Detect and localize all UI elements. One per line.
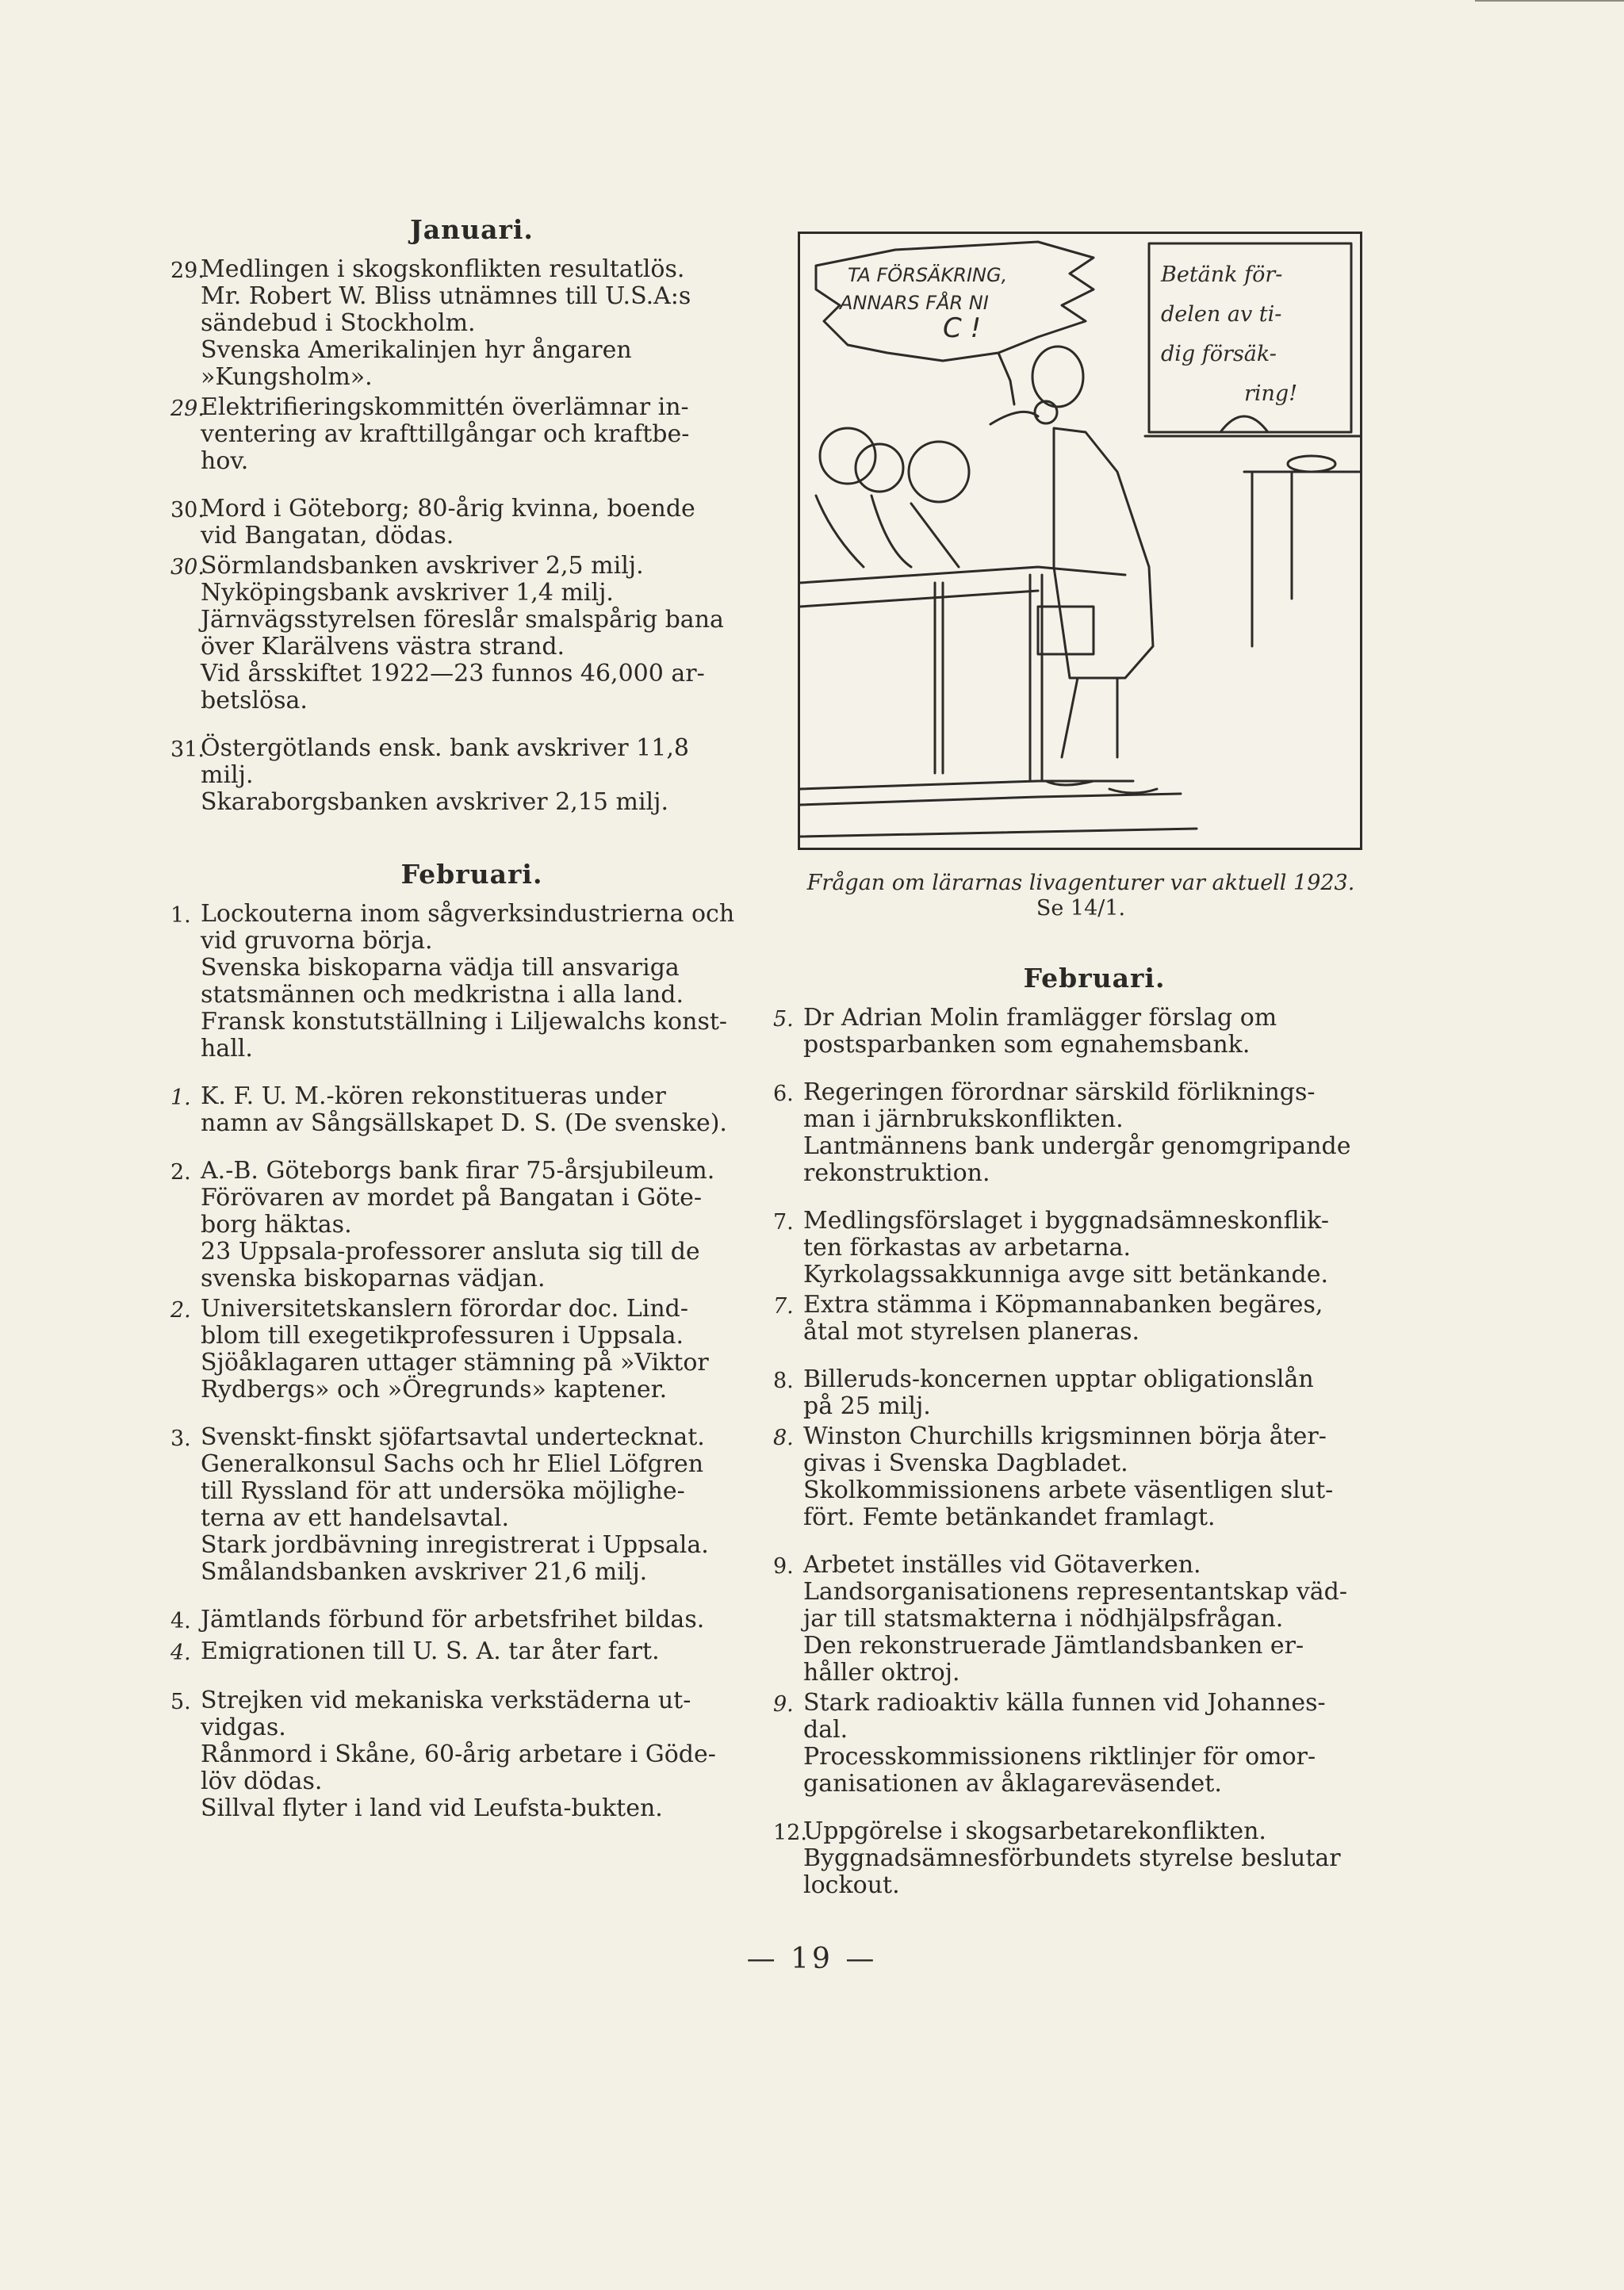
entry-line: blom till exegetikprofessuren i Uppsala.: [201, 1322, 684, 1350]
entry-text: [201, 394, 741, 475]
entry-date: 5.: [773, 1007, 794, 1032]
entry-date: 2.: [170, 1160, 191, 1185]
entry-line: Lockouterna inom sågverksindustrierna och: [201, 900, 735, 928]
entry-line: Extra stämma i Köpmannabanken begäres,: [803, 1291, 1323, 1319]
entry-text: [803, 1079, 1384, 1187]
dated-entry: [773, 1423, 1384, 1531]
entry-line: Stark jordbävning inregistrerat i Uppsala.: [201, 1531, 709, 1559]
entry-line: Skaraborgsbanken avskriver 2,15 milj.: [201, 788, 668, 816]
entry-line: A.-B. Göteborgs bank firar 75-årsjubileum.: [201, 1157, 715, 1185]
entry-line: namn av Sångsällskapet D. S. (De svenske).: [201, 1109, 727, 1137]
entry-line: Rydbergs» och »Öregrunds» kaptener.: [201, 1376, 668, 1403]
entry-line: Fransk konstutställning i Liljewalchs konst-: [201, 1008, 728, 1036]
entry-line: Nyköpingsbank avskriver 1,4 milj.: [201, 579, 614, 607]
entry-line: 23 Uppsala-professorer ansluta sig till de: [201, 1238, 700, 1266]
entry-date: 30.: [170, 498, 205, 523]
entry-line: på 25 milj.: [803, 1392, 931, 1420]
entry-line: Sjöåklagaren uttager stämning på »Viktor: [201, 1349, 709, 1377]
entry-line: Winston Churchills krigsminnen börja åter-: [803, 1423, 1327, 1450]
entry-line: Medlingen i skogskonflikten resultatlös.: [201, 255, 685, 283]
entry-line: ganisationen av åklagareväsendet.: [803, 1770, 1222, 1798]
entry-line: hov.: [201, 447, 249, 475]
entry-line: ventering av krafttillgångar och kraftbe-: [201, 420, 690, 448]
entry-line: sändebud i Stockholm.: [201, 309, 476, 337]
entry-text: [201, 1638, 741, 1667]
teacher-coat: [1054, 428, 1153, 678]
february-entries-left: [170, 901, 741, 1822]
entry-date: 4.: [170, 1609, 191, 1633]
entry-line: Processkommissionens riktlinjer för omor-: [803, 1743, 1316, 1771]
entry-date: 7.: [773, 1294, 794, 1319]
february-heading-right: Februari.: [1023, 963, 1166, 994]
entry-line: borg häktas.: [201, 1211, 352, 1239]
entry-date: 29.: [170, 396, 205, 421]
dated-entry: [170, 1424, 741, 1586]
entry-text: [201, 496, 741, 550]
entry-line: dal.: [803, 1716, 848, 1744]
entry-line: Strejken vid mekaniska verkstäderna ut-: [201, 1687, 691, 1714]
entry-date: 1.: [170, 1086, 191, 1110]
dated-entry: [773, 1690, 1384, 1798]
entry-line: Järnvägsstyrelsen föreslår smalspårig bana: [201, 606, 724, 634]
dated-entry: [170, 901, 741, 1063]
entry-line: ten förkastas av arbetarna.: [803, 1234, 1132, 1262]
entry-line: Vid årsskiftet 1922—23 funnos 46,000 ar-: [201, 660, 705, 687]
entry-text: [201, 256, 741, 391]
entry-text: [803, 1818, 1384, 1899]
child-head-3: [909, 442, 969, 502]
entry-text: [201, 1606, 741, 1635]
entry-line: Förövaren av mordet på Bangatan i Göte-: [201, 1184, 703, 1212]
teacher-head: [1032, 347, 1083, 407]
entry-line: Elektrifieringskommittén överlämnar in-: [201, 393, 689, 421]
dated-entry: [170, 496, 741, 550]
entry-line: Östergötlands ensk. bank avskriver 11,8: [201, 734, 689, 762]
caption-line-1: Frågan om lärarnas livagenturer var aktuell 1923.: [806, 871, 1355, 895]
entry-line: man i järnbrukskonflikten.: [803, 1105, 1124, 1133]
entry-line: svenska biskoparnas vädjan.: [201, 1265, 546, 1292]
entry-text: [201, 553, 741, 714]
february-heading-left: Februari.: [400, 859, 543, 890]
entry-text: [803, 1690, 1384, 1798]
entry-line: håller oktroj.: [803, 1659, 960, 1687]
entry-date: 7.: [773, 1210, 794, 1235]
entry-line: Rånmord i Skåne, 60-årig arbetare i Göde-: [201, 1740, 716, 1768]
entry-line: vid Bangatan, dödas.: [201, 522, 454, 550]
entry-line: Arbetet inställes vid Götaverken.: [803, 1551, 1201, 1579]
dated-entry: [773, 1208, 1384, 1289]
entry-text: [803, 1423, 1384, 1531]
entry-line: Sörmlandsbanken avskriver 2,5 milj.: [201, 552, 644, 580]
dated-entry: [170, 1158, 741, 1292]
entry-line: vidgas.: [201, 1714, 286, 1741]
speech-tail: [998, 353, 1014, 404]
entry-line: Regeringen förordnar särskild förliknings-: [803, 1078, 1316, 1106]
entry-line: givas i Svenska Dagbladet.: [803, 1449, 1128, 1477]
entry-line: hall.: [201, 1035, 253, 1063]
february-entries-right: [773, 1005, 1384, 1899]
entry-line: Mr. Robert W. Bliss utnämnes till U.S.A:s: [201, 282, 691, 310]
january-entries: [170, 256, 741, 816]
dated-entry: [773, 1552, 1384, 1687]
inkwell-icon: [1288, 456, 1335, 472]
entry-line: åtal mot styrelsen planeras.: [803, 1318, 1140, 1346]
entry-text: [201, 901, 741, 1063]
entry-line: Skolkommissionens arbete väsentligen slut-: [803, 1476, 1334, 1504]
entry-line: milj.: [201, 761, 254, 789]
bubble-text-3: C !: [943, 312, 982, 344]
entry-text: [201, 735, 741, 816]
blackboard-text-2: delen av ti-: [1161, 302, 1282, 327]
right-column: [773, 963, 1384, 1899]
entry-text: [201, 1296, 741, 1403]
entry-text: [201, 1158, 741, 1292]
entry-line: Mord i Göteborg; 80-årig kvinna, boende: [201, 495, 695, 523]
january-heading: Januari.: [410, 214, 534, 245]
entry-text: [803, 1005, 1384, 1059]
entry-date: 9.: [773, 1692, 794, 1717]
entry-line: jar till statsmakterna i nödhjälpsfrågan.: [803, 1605, 1284, 1633]
dated-entry: [170, 256, 741, 391]
entry-date: 31.: [170, 737, 205, 762]
dated-entry: [773, 1005, 1384, 1059]
cartoon-illustration: [798, 232, 1362, 850]
dated-entry: [170, 1638, 741, 1667]
dated-entry: [773, 1818, 1384, 1899]
entry-line: Universitetskanslern förordar doc. Lind-: [201, 1295, 689, 1323]
entry-line: Kyrkolagssakkunniga avge sitt betänkande.: [803, 1261, 1328, 1289]
entry-date: 9.: [773, 1554, 794, 1579]
blackboard-text-3: dig försäk-: [1161, 342, 1277, 366]
entry-line: Jämtlands förbund för arbetsfrihet bildas.: [201, 1606, 705, 1633]
entry-date: 30.: [170, 555, 205, 580]
entry-text: [803, 1552, 1384, 1687]
entry-line: Svenska Amerikalinjen hyr ångaren: [201, 336, 632, 364]
entry-line: Medlingsförslaget i byggnadsämneskonflik-: [803, 1207, 1329, 1235]
child-head-1: [820, 428, 875, 484]
entry-line: till Ryssland för att undersöka möjlighe-: [201, 1477, 685, 1505]
dated-entry: [170, 394, 741, 475]
dated-entry: [170, 1606, 741, 1635]
entry-line: Svenskt-finskt sjöfartsavtal undertecknat.: [201, 1423, 705, 1451]
entry-line: Dr Adrian Molin framlägger förslag om: [803, 1004, 1277, 1032]
dated-entry: [773, 1366, 1384, 1420]
entry-line: Landsorganisationens representantskap väd-: [803, 1578, 1348, 1606]
entry-date: 29.: [170, 258, 205, 283]
entry-text: [201, 1083, 741, 1137]
dated-entry: [170, 1296, 741, 1403]
entry-line: Stark radioaktiv källa funnen vid Johannes-: [803, 1689, 1326, 1717]
dated-entry: [170, 553, 741, 714]
dated-entry: [773, 1292, 1384, 1346]
child-head-2: [856, 444, 903, 492]
entry-line: Emigrationen till U. S. A. tar åter fart.: [201, 1637, 660, 1665]
page-number: — 19 —: [746, 1943, 878, 1975]
caption-line-2: Se 14/1.: [1036, 896, 1126, 921]
entry-date: 2.: [170, 1298, 191, 1323]
entry-date: 3.: [170, 1426, 191, 1451]
entry-text: [803, 1292, 1384, 1346]
dated-entry: [170, 1083, 741, 1137]
entry-line: Sillval flyter i land vid Leufsta-bukten.: [201, 1794, 663, 1822]
dated-entry: [170, 1687, 741, 1822]
entry-date: 4.: [170, 1641, 191, 1665]
entry-line: betslösa.: [201, 687, 308, 714]
entry-text: [201, 1424, 741, 1586]
entry-line: rekonstruktion.: [803, 1159, 990, 1187]
entry-text: [201, 1687, 741, 1822]
entry-line: Uppgörelse i skogsarbetarekonflikten.: [803, 1817, 1266, 1845]
entry-line: Lantmännens bank undergår genomgripande: [803, 1132, 1351, 1160]
entry-date: 12.: [773, 1821, 807, 1845]
entry-date: 8.: [773, 1369, 794, 1393]
clock-icon: [1220, 416, 1268, 432]
figure-caption: [798, 871, 1364, 921]
entry-line: Smålandsbanken avskriver 21,6 milj.: [201, 1558, 648, 1586]
entry-line: Byggnadsämnesförbundets styrelse beslutar: [803, 1844, 1341, 1872]
entry-line: Den rekonstruerade Jämtlandsbanken er-: [803, 1632, 1304, 1660]
cartoon-drawing: [800, 234, 1360, 848]
entry-line: postsparbanken som egnahemsbank.: [803, 1031, 1251, 1059]
entry-line: Svenska biskoparna vädja till ansvariga: [201, 954, 680, 982]
entry-date: 1.: [170, 903, 191, 928]
entry-line: löv dödas.: [201, 1767, 323, 1795]
entry-line: »Kungsholm».: [201, 363, 373, 391]
bubble-text-2: ANNARS FÅR NI: [840, 292, 989, 314]
entry-line: över Klarälvens västra strand.: [201, 633, 565, 661]
bubble-text-1: TA FÖRSÄKRING,: [848, 264, 1008, 286]
entry-text: [803, 1366, 1384, 1420]
entry-line: K. F. U. M.-kören rekonstitueras under: [201, 1082, 666, 1110]
blackboard-text-1: Betänk för-: [1161, 262, 1283, 287]
entry-line: fört. Femte betänkandet framlagt.: [803, 1503, 1216, 1531]
entry-line: Billeruds-koncernen upptar obligationslån: [803, 1365, 1314, 1393]
entry-line: statsmännen och medkristna i alla land.: [201, 981, 684, 1009]
blackboard-text-4: ring!: [1244, 381, 1298, 406]
edge-line: [1475, 0, 1624, 2]
entry-line: lockout.: [803, 1871, 900, 1899]
entry-date: 8.: [773, 1426, 794, 1450]
entry-line: vid gruvorna börja.: [201, 927, 433, 955]
entry-line: Generalkonsul Sachs och hr Eliel Löfgren: [201, 1450, 704, 1478]
teacher-shoes: [1046, 781, 1157, 793]
entry-date: 6.: [773, 1082, 794, 1106]
entry-line: terna av ett handelsavtal.: [201, 1504, 510, 1532]
dated-entry: [773, 1079, 1384, 1187]
teacher-pointing-arm: [990, 412, 1038, 424]
dated-entry: [170, 735, 741, 816]
illustration-figure: [798, 232, 1364, 921]
entry-date: 5.: [170, 1690, 191, 1714]
left-column: [170, 214, 741, 1822]
entry-text: [803, 1208, 1384, 1289]
